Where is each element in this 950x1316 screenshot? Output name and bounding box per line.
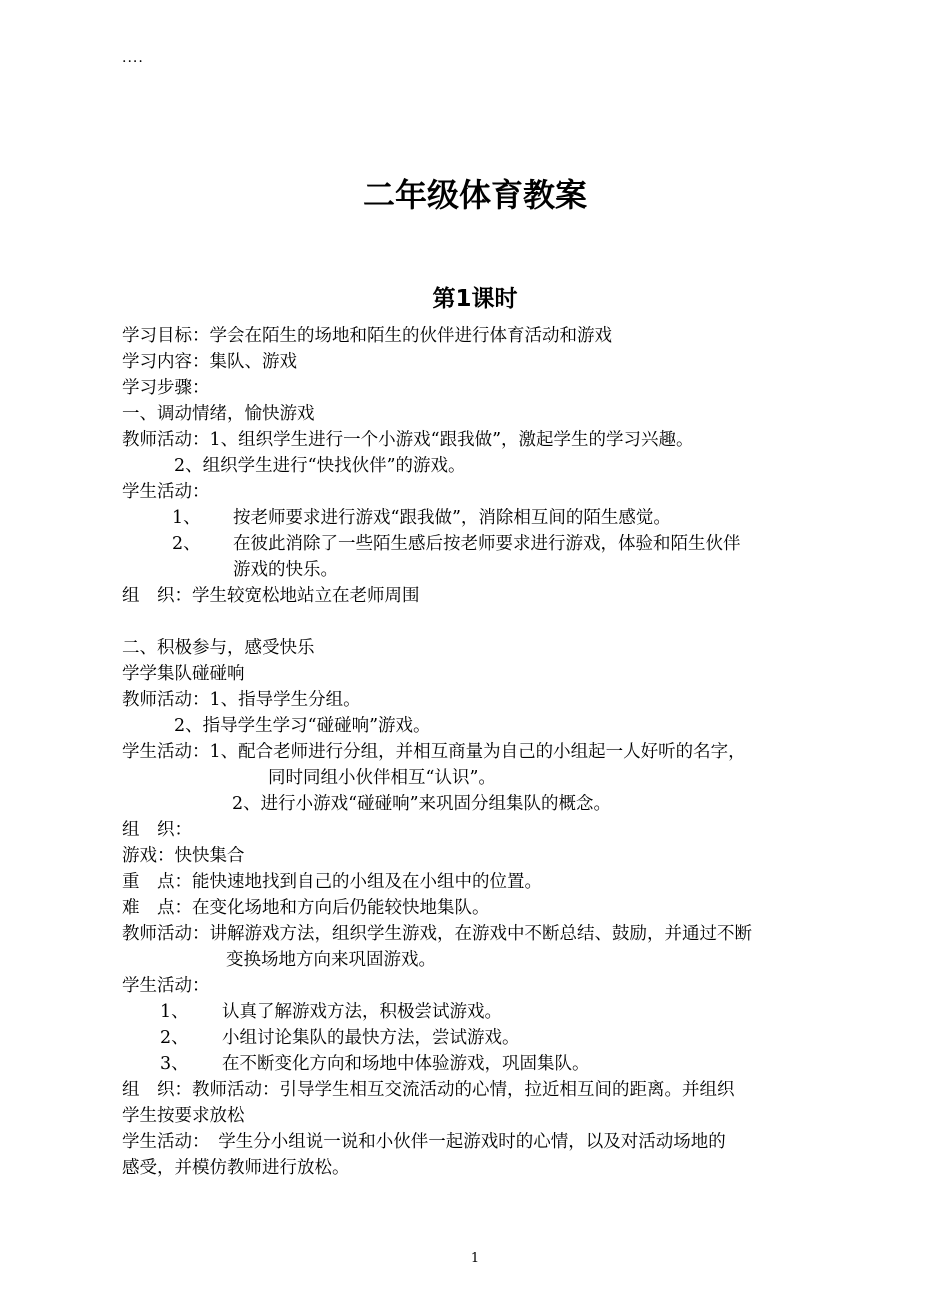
list-item: 按老师要求进行游戏“跟我做”，消除相互间的陌生感觉。 xyxy=(233,508,671,528)
list-number: 2、 xyxy=(172,534,201,554)
learning-steps: 学习步骤： xyxy=(122,378,210,398)
list-item: 认真了解游戏方法，积极尝试游戏。 xyxy=(222,1002,502,1022)
section-heading: 一、调动情绪，愉快游戏 xyxy=(122,404,315,424)
key-point: 重 点：能快速地找到自己的小组及在小组中的位置。 xyxy=(122,872,542,892)
learning-content: 学习内容：集队、游戏 xyxy=(122,352,297,372)
list-number: 1、 xyxy=(172,508,201,528)
paragraph-line: 学生活动：1、配合老师进行分组，并相互商量为自己的小组起一人好听的名字， xyxy=(122,742,746,762)
learning-goal: 学习目标：学会在陌生的场地和陌生的伙伴进行体育活动和游戏 xyxy=(122,326,612,346)
paragraph-line: 学生活动： xyxy=(122,482,210,502)
paragraph-line: 学生活动： 学生分小组说一说和小伙伴一起游戏时的心情，以及对活动场地的 xyxy=(122,1132,726,1152)
list-item: 在不断变化方向和场地中体验游戏，巩固集队。 xyxy=(222,1054,590,1074)
paragraph-line: 教师活动：讲解游戏方法，组织学生游戏，在游戏中不断总结、鼓励，并通过不断 xyxy=(122,924,752,944)
paragraph-line: 学生活动： xyxy=(122,976,210,996)
list-item-continuation: 游戏的快乐。 xyxy=(233,560,338,580)
header-mark: .... xyxy=(122,50,144,66)
list-number: 1、 xyxy=(160,1002,189,1022)
document-title: 二年级体育教案 xyxy=(362,176,587,214)
page-number: 1 xyxy=(470,1251,480,1266)
list-item: 在彼此消除了一些陌生感后按老师要求进行游戏，体验和陌生伙伴 xyxy=(233,534,741,554)
list-item: 小组讨论集队的最快方法，尝试游戏。 xyxy=(222,1028,520,1048)
paragraph-line: 组 织： xyxy=(122,820,192,840)
paragraph-line: 2、进行小游戏“碰碰响”来巩固分组集队的概念。 xyxy=(232,794,612,814)
difficult-point: 难 点：在变化场地和方向后仍能较快地集队。 xyxy=(122,898,490,918)
organization-line: 组 织：学生较宽松地站立在老师周围 xyxy=(122,586,420,606)
paragraph-line: 组 织：教师活动：引导学生相互交流活动的心情，拉近相互间的距离。并组织 xyxy=(122,1080,735,1100)
list-number: 3、 xyxy=(160,1054,189,1074)
section-heading: 二、积极参与，感受快乐 xyxy=(122,638,315,658)
paragraph-line: 同时同组小伙伴相互“认识”。 xyxy=(268,768,496,788)
list-number: 2、 xyxy=(160,1028,189,1048)
paragraph-line: 2、组织学生进行“快找伙伴”的游戏。 xyxy=(174,456,466,476)
lesson-title: 第1课时 xyxy=(432,286,518,312)
paragraph-line: 感受，并模仿教师进行放松。 xyxy=(122,1158,350,1178)
paragraph-line: 2、指导学生学习“碰碰响”游戏。 xyxy=(174,716,431,736)
paragraph-line: 学学集队碰碰响 xyxy=(122,664,245,684)
paragraph-line: 变换场地方向来巩固游戏。 xyxy=(226,950,436,970)
paragraph-line: 教师活动：1、组织学生进行一个小游戏“跟我做”，激起学生的学习兴趣。 xyxy=(122,430,694,450)
paragraph-line: 教师活动：1、指导学生分组。 xyxy=(122,690,361,710)
paragraph-line: 游戏：快快集合 xyxy=(122,846,245,866)
paragraph-line: 学生按要求放松 xyxy=(122,1106,245,1126)
